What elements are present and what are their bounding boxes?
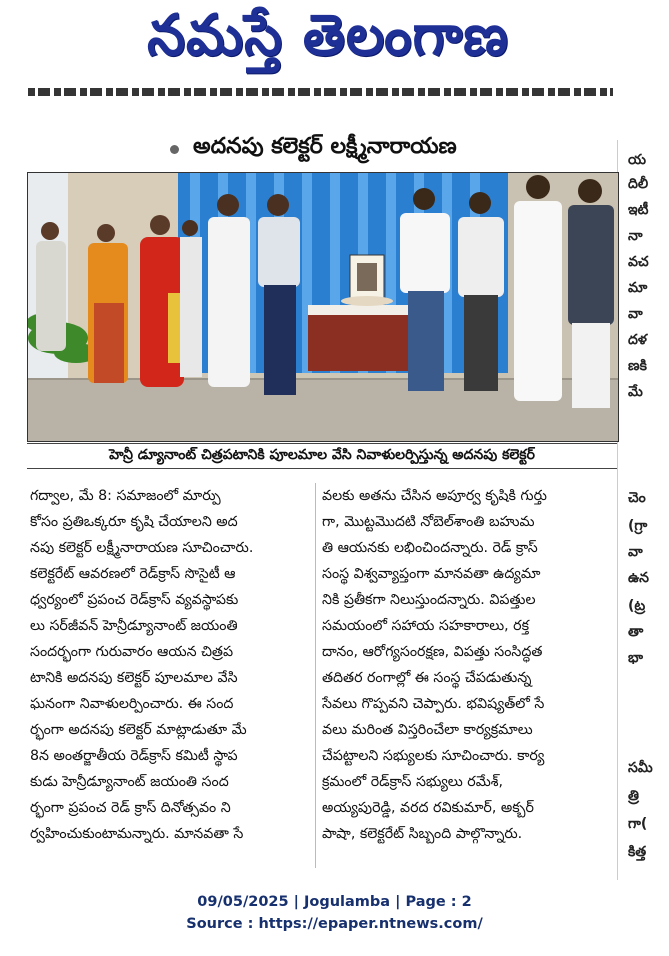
footer [0,891,669,935]
article-line: ధ్వర్యంలో ప్రపంచ రెడ్‌క్రాస్ వ్యవస్థాపకు [30,592,239,608]
article-line: సమయంలో సహాయ సహకారాలు, రక్త [322,618,530,634]
adjacent-column-text: వా [628,544,643,560]
article-line: సందర్భంగా గురువారం ఆయన చిత్రప [30,644,234,660]
adjacent-column-text: ఇటీ [628,202,649,218]
article-line: 8న అంతర్జాతీయ రెడ్‌క్రాస్ కమిటీ స్థాప [30,748,238,764]
article-column-left [30,483,308,847]
adjacent-column-text: భా [628,650,644,666]
adjacent-column-text: గా( [628,816,648,832]
masthead [0,0,669,92]
article-line: సంస్థ విశ్వవ్యాప్తంగా మానవతా ఉద్యమా [322,566,541,582]
article-line: నపు కలెక్టర్ లక్ష్మీనారాయణ సూచించారు. [30,540,254,556]
article-line: లు సర్‌జీవన్ హెన్రీడ్యూనాంట్ జయంతి [30,618,238,634]
adjacent-column-text: దళ [628,332,647,348]
article-line: తదితర రంగాల్లో ఈ సంస్థ చేపడుతున్న [322,670,532,686]
edition-info-text: 09/05/2025 | Jogulamba | Page : 2 [197,894,472,910]
article-line: సేవలు గొప్పవని చెప్పారు. భవిష్యత్‌లో సే [322,696,545,712]
article-line: వలకు అతను చేసిన అపూర్వ కృషికి గుర్తు [322,488,547,504]
headline-cut-ink [28,88,613,96]
adjacent-column-text: య [628,152,647,168]
article-line: కుడు హెన్రీడ్యూనాంట్ జయంతి సంద [30,774,229,790]
adjacent-column-text: త్రి [628,788,639,804]
article-line: ఘనంగా నివాళులర్పించారు. ఈ సంద [30,696,234,712]
photo-caption: హెన్రీ డ్యూనాంట్ చిత్రపటానికి పూలమాల వేసి నివాళులర్పిస్తున్న అదనపు కలెక్టర్ [27,443,617,469]
adjacent-column-text: నా [628,228,643,244]
article-line: గా, మొట్టమొదటి నోబెల్‌శాంతి బహుమ [322,514,535,530]
adjacent-column-text: వచ [628,254,649,270]
article-line: చేపట్టాలని సభ్యులకు సూచించారు. కార్య [322,748,545,764]
adjacent-column-text: తా [628,624,644,640]
photo-illustration [28,173,618,441]
adjacent-column-fragment [617,140,669,880]
article-line: టానికి అదనపు కలెక్టర్ పూలమాల వేసి [30,670,238,686]
subheading [170,134,457,164]
article-line: కోసం ప్రతిఒక్కరూ కృషి చేయాలని అద [30,514,238,530]
article-line: అయ్యపురెడ్డి, వరద రవికుమార్, అక్బర్ [322,800,534,816]
column-divider [315,483,316,868]
adjacent-column-text: సమీ [628,760,653,776]
adjacent-column-text: మే [628,384,643,400]
article-line: ర్భంగా ప్రపంచ రెడ్ క్రాస్ దినోత్సవం ని [30,800,231,816]
article-line: వలు మరింత విస్తరించేలా కార్యక్రమాలు [322,722,533,738]
article-line: కలెక్టరేట్ ఆవరణలో రెడ్‌క్రాస్ సొసైటీ ఆ [30,566,236,582]
source-info-text: Source : https://epaper.ntnews.com/ [186,916,483,932]
article-line: దానం, ఆరోగ్యసంరక్షణ, విపత్తు సంసిద్ధత [322,644,543,660]
adjacent-column-text: ఉన [628,570,649,586]
bullet-icon [170,145,179,154]
article-column-middle [322,483,614,847]
source-info [0,913,669,935]
adjacent-column-text: వా [628,306,643,322]
headline-cut-fragment [28,88,613,110]
article-line: తి ఆయనకు లభించిందన్నారు. రెడ్ క్రాస్ [322,540,538,556]
subheading-text: అదనపు కలెక్టర్ లక్ష్మీనారాయణ [193,134,457,159]
article-line: ర్వహించుకుంటామన్నారు. మానవతా సే [30,826,244,842]
article-line: పాషా, కలెక్టరేట్ సిబ్బంది పాల్గొన్నారు. [322,826,523,842]
adjacent-column-text: దిలీ [628,176,649,192]
article-line: నికి ప్రతీకగా నిలుస్తుందన్నారు. విపత్తుల [322,592,536,608]
adjacent-column-text: కిత్త [628,844,647,860]
adjacent-column-text: చెం [628,490,646,506]
newspaper-logo: నమస్తే తెలంగాణ [147,1,509,68]
adjacent-column-text: ణకి [628,358,647,374]
edition-info [0,891,669,913]
adjacent-column-text: (ట్ర [628,598,646,614]
adjacent-column-text: (గ్రా [628,518,648,534]
news-photo [27,172,619,442]
article-line: గద్వాల, మే 8: సమాజంలో మార్పు [30,488,221,504]
adjacent-column-text: మా [628,280,648,296]
article-line: ర్భంగా అదనపు కలెక్టర్ మాట్లాడుతూ మే [30,722,247,738]
article-line: క్రమంలో రెడ్‌క్రాస్ సభ్యులు రమేశ్, [322,774,504,790]
